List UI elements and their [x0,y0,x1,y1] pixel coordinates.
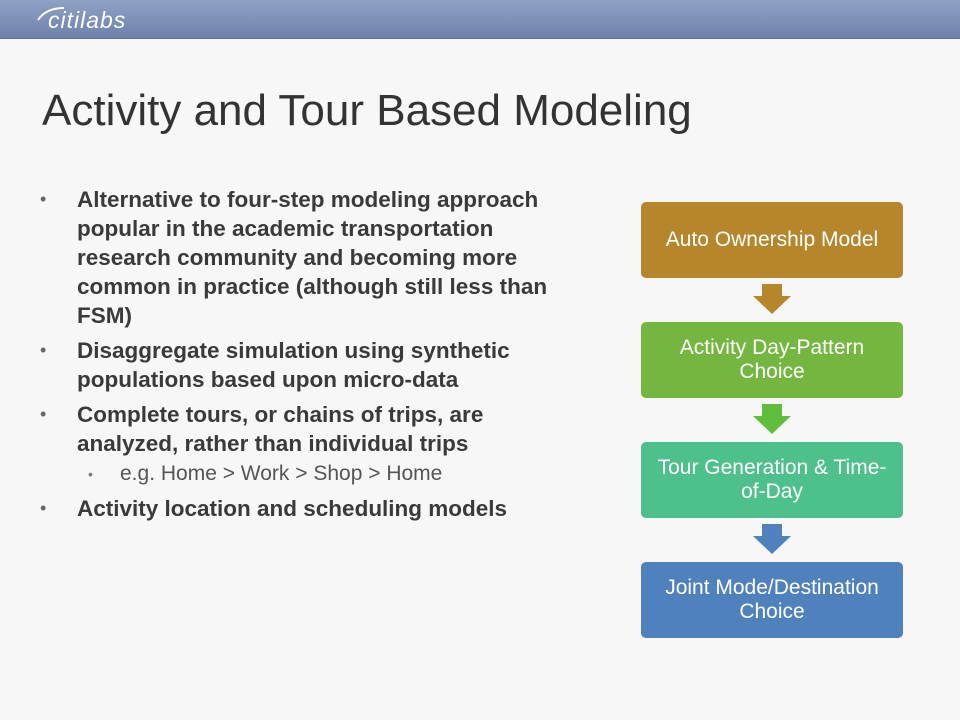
sub-bullet-item [40,460,580,488]
bullet-dot-icon: • [40,498,47,518]
bullet-list [40,185,580,529]
bullet-text: Complete tours, or chains of trips, are analyzed, rather than individual trips [77,402,484,456]
flow-step-mode-destination [641,562,903,638]
model-flow-diagram [641,202,903,642]
flow-step-tour-generation [641,442,903,518]
flow-step-label: Auto Ownership Model [665,228,879,251]
down-arrow-icon [753,404,791,434]
bullet-text: Alternative to four-step modeling approach popular in the academic transportation research community and becoming more common in practice (although still less than FSM) [77,187,548,328]
bullet-dot-icon: • [40,340,47,360]
flow-step-label: Tour Generation & Time-of-Day [657,456,887,503]
sub-bullet-dot-icon: • [88,466,93,482]
bullet-item [40,494,580,523]
bullet-text: Disaggregate simulation using synthetic populations based upon micro-data [77,338,510,392]
citilabs-logo [36,4,156,34]
logo-text: citilabs [48,7,127,33]
bullet-dot-icon: • [40,404,47,424]
down-arrow-icon [753,524,791,554]
bullet-item [40,336,580,394]
slide-title: Activity and Tour Based Modeling [42,86,692,135]
flow-step-auto-ownership [641,202,903,278]
flow-step-day-pattern [641,322,903,398]
flow-step-label: Activity Day-Pattern Choice [679,336,865,383]
bullet-item [40,400,580,488]
bullet-item [40,185,580,330]
header-bar [0,0,960,39]
sub-bullet-text: e.g. Home > Work > Shop > Home [120,462,443,485]
bullet-dot-icon: • [40,189,47,209]
flow-step-label: Joint Mode/Destination Choice [665,576,879,623]
bullet-text: Activity location and scheduling models [77,496,508,521]
down-arrow-icon [753,284,791,314]
